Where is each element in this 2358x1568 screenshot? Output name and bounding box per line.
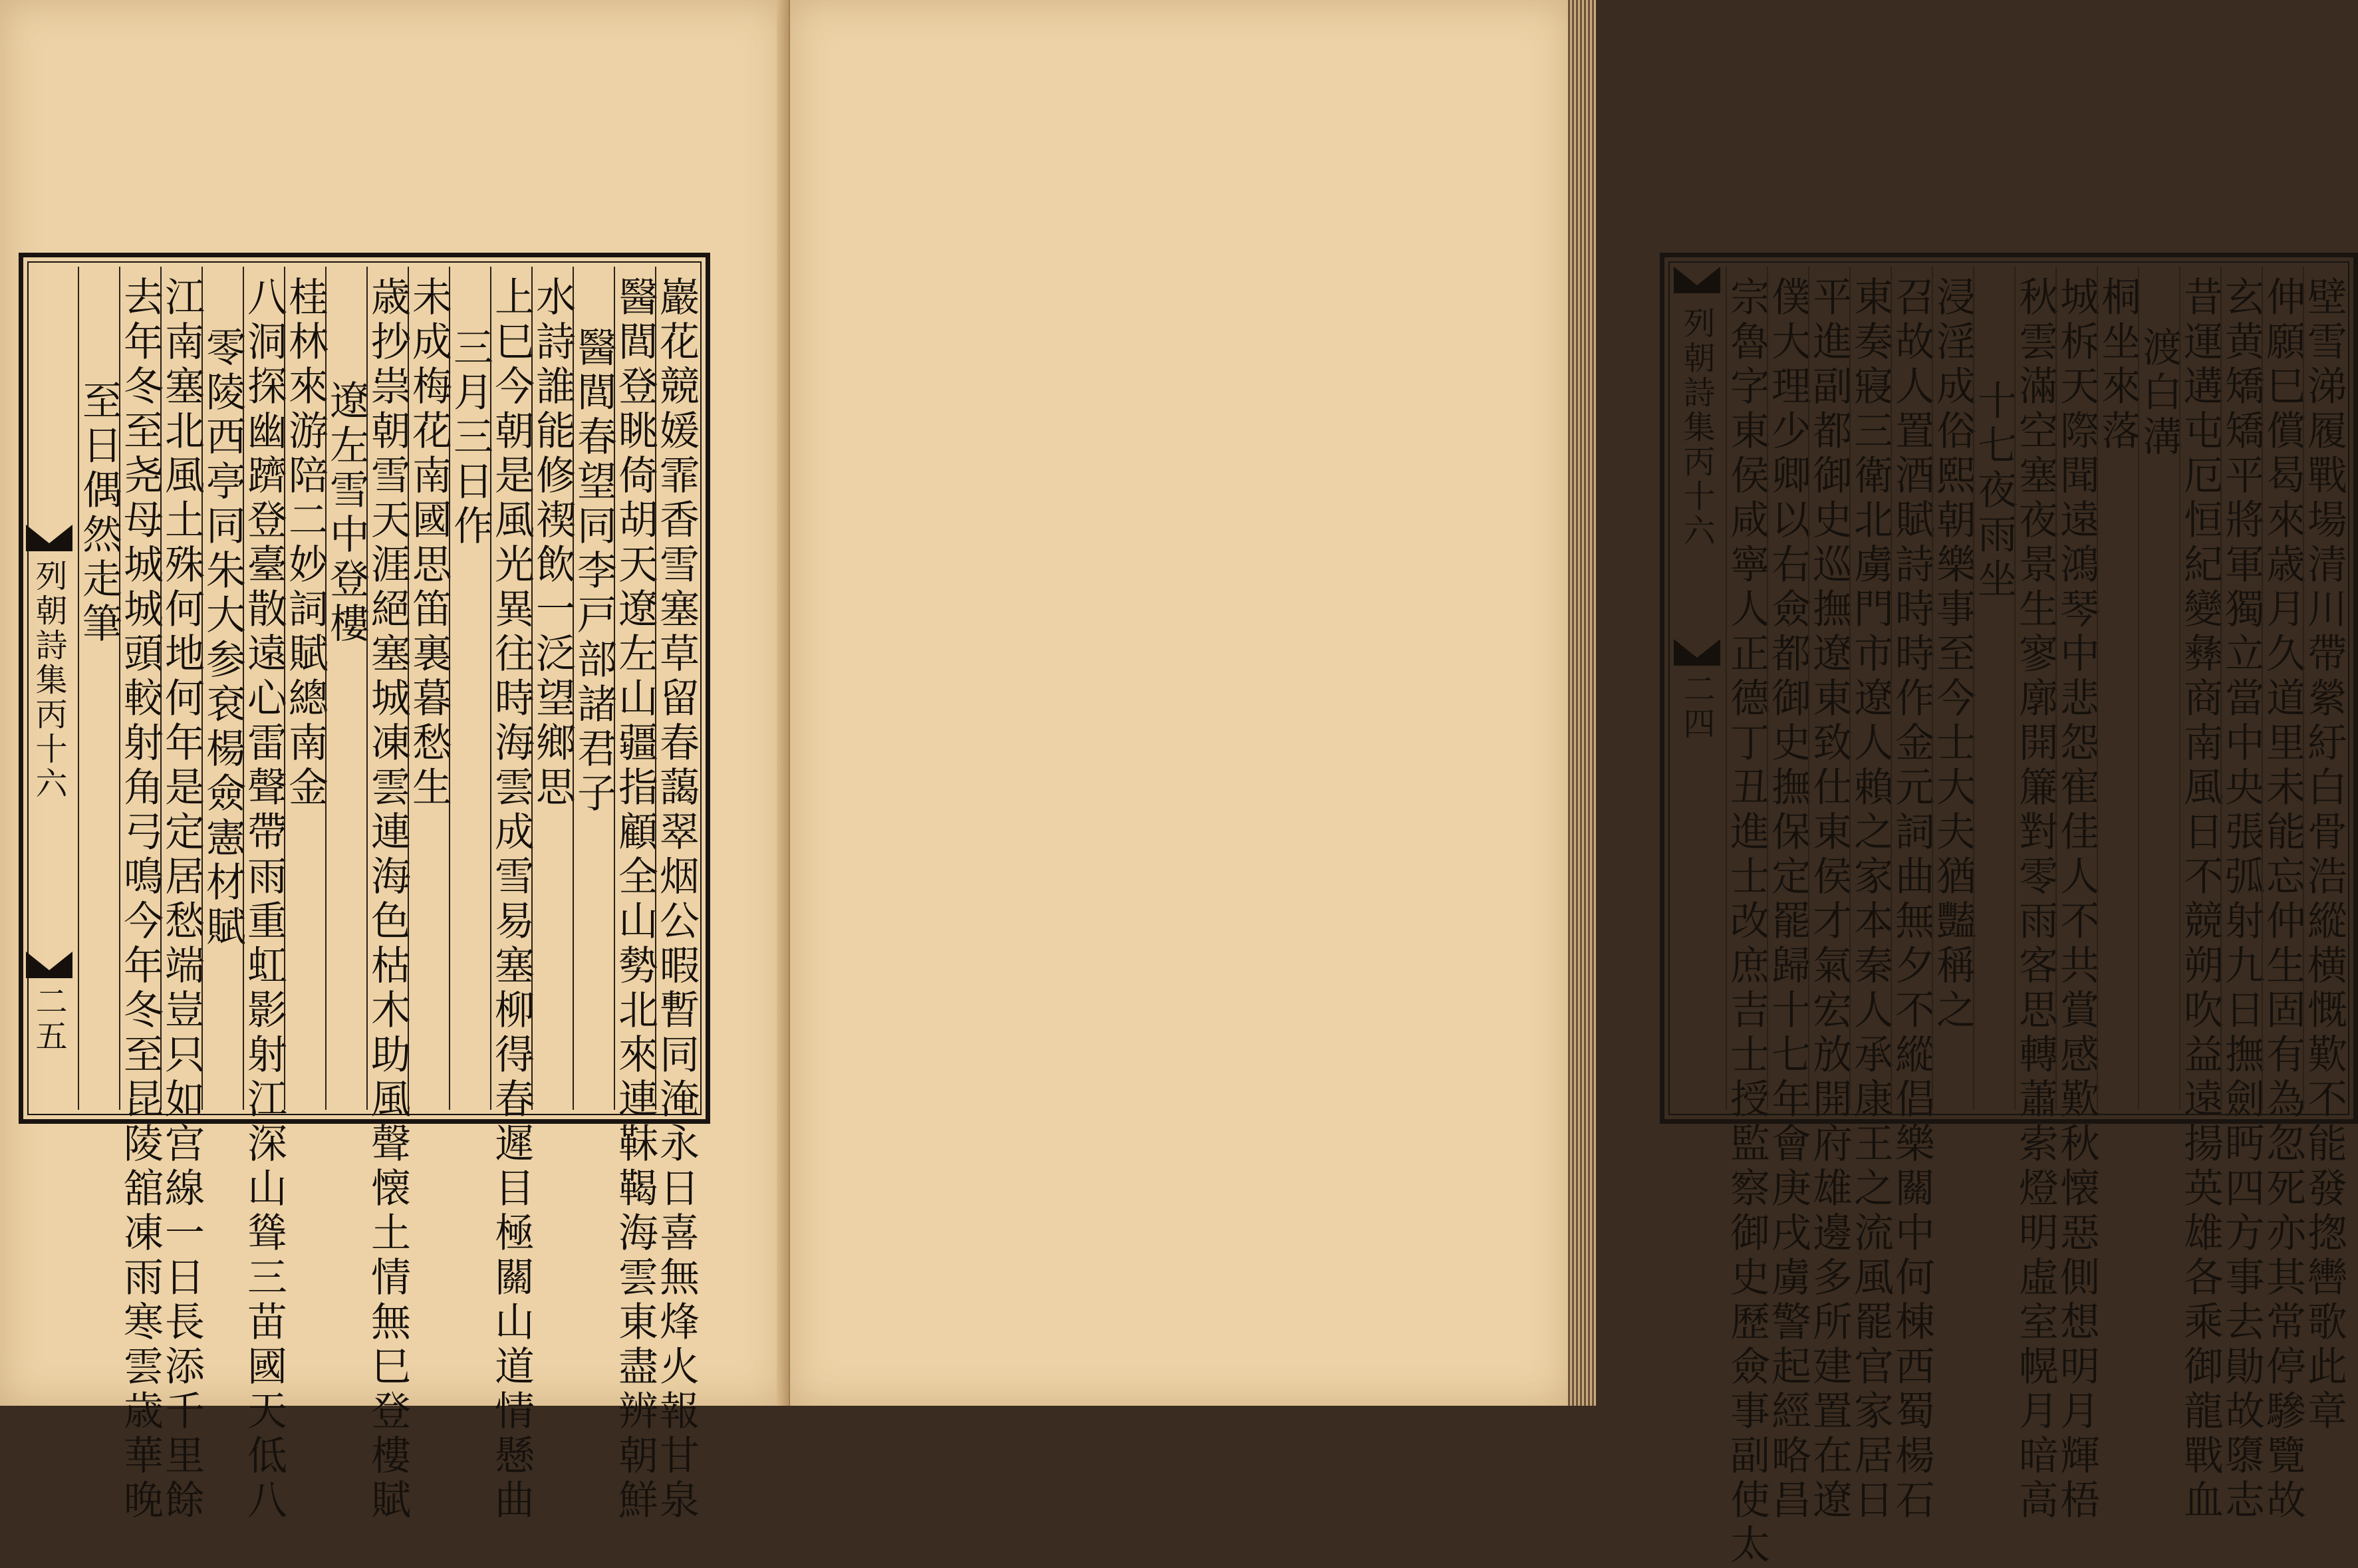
right-page: [790, 0, 2347, 1568]
left-page: [0, 0, 785, 1523]
fishtail-mark-icon: [1674, 639, 1720, 666]
text-column: 至日偶然走筆: [78, 267, 119, 1110]
text-column: 去年冬至尧母城城頭較射角弓鳴今年冬至昆陵舘凍雨寒雲歳華晚: [119, 267, 160, 1110]
text-column: 醫閭登眺倚胡天遼左山疆指顧全山勢北來連靺鞨海雲東盡辨朝鮮: [614, 267, 655, 1110]
text-column: 僕大理少卿以右僉都御史撫保定罷歸十七年會庚戌虜警起經略昌: [1767, 267, 1808, 1110]
text-column: 醫閭春望同李戸部諸君子: [573, 267, 614, 1110]
text-column: 三月三日作: [449, 267, 490, 1110]
leaf-number: 二五: [30, 985, 67, 1054]
left-page-frame: [19, 253, 710, 1523]
fold-title: 列朝詩集丙十六: [1678, 307, 1715, 549]
text-column: 歳抄祟朝雪天涯絕塞城凍雲連海色枯木助風聲懐土情無巳登樓賦: [366, 267, 408, 1110]
text-column: 零陵西亭同朱大参袞楊僉憲材賦: [201, 267, 243, 1110]
fishtail-mark-icon: [26, 952, 72, 978]
text-column: 未成梅花南國思笛裏暮愁生: [408, 267, 449, 1110]
text-column: 城柝天際聞遠鴻琴中悲怨寉佳人不共賞感歎秋懐惡側想明月輝梧: [2055, 267, 2097, 1110]
leaf-number: 二四: [1678, 672, 1715, 741]
fold-title: 列朝詩集丙十六: [30, 559, 67, 801]
text-column: 江南塞北風土殊何地何年是定居愁端豈只如宫線一日長添千里餘: [160, 267, 201, 1110]
text-column: 浸淫成俗熙朝樂事至今士大夫猶豔稱之: [1932, 267, 1973, 1110]
text-column: 召故人置酒賦詩時時作金元詞曲無夕不縱倡樂關中何棟西蜀楊石: [1891, 267, 1932, 1110]
text-column: 昔運遘屯厄恒紀變彝商南風日不競朔吹益遠揚英雄各乘御龍戰血: [2179, 267, 2220, 1110]
text-column: 十七夜雨坐: [1973, 267, 2014, 1110]
text-column: 壁雪涕履戰場清川帶縈紆白骨浩縱横慨歎不能發揔轡歌此章: [2303, 267, 2344, 1110]
fishtail-mark-icon: [1674, 267, 1720, 293]
text-column: 巖花競媛霏香雪塞草留春藹翠烟公暇暫同淹永日喜無烽火報甘泉: [655, 267, 696, 1110]
right-fold-margin: [1671, 267, 1726, 1110]
text-column: 東奏寢三衛北虜門市遼人賴之家本秦人承康王之流風罷官家居日: [1849, 267, 1891, 1110]
text-column: 上巳今朝是風光異往時海雲成雪易塞柳得春遲目極關山道情懸曲: [490, 267, 531, 1110]
left-fold-margin: [23, 267, 78, 1110]
page-edges: [1568, 0, 1596, 1406]
text-column: 玄黄矯矯平將軍獨立當中央張弧射九日撫劍眄四方事去勛故隳志: [2220, 267, 2262, 1110]
text-column: 宗魯字東侯咸寧人正德丁丑進士改庶吉士授監察御史歷僉事副使太: [1726, 267, 1767, 1110]
text-column: 水詩誰能修禊飲一泛望鄉思: [531, 267, 573, 1110]
right-page-frame: [1660, 253, 2358, 1568]
text-column: 伸願巳償曷來歳月久道里未能忘仲生固有為忽死亦其常停驂覽故: [2262, 267, 2303, 1110]
text-column: 渡白溝: [2138, 267, 2179, 1110]
text-column: 桐坐來落: [2097, 267, 2138, 1110]
text-column: 秋雲滿空塞夜景生寥廓開簾對零雨客思轉蕭索燈明虛室幌月暗高: [2014, 267, 2055, 1110]
text-column: 平進副都御史巡撫遼東致仕東侯才氣宏放開府雄邊多所建置在遼: [1808, 267, 1849, 1110]
text-column: 桂林來游陪二妙詞賦總南金: [284, 267, 325, 1110]
fishtail-mark-icon: [26, 525, 72, 551]
text-column: 八洞探幽躋登臺散遠心雷聲帶雨重虹影射江深山聳三苗國天低八: [243, 267, 284, 1110]
text-column: 遼左雪中登樓: [325, 267, 366, 1110]
